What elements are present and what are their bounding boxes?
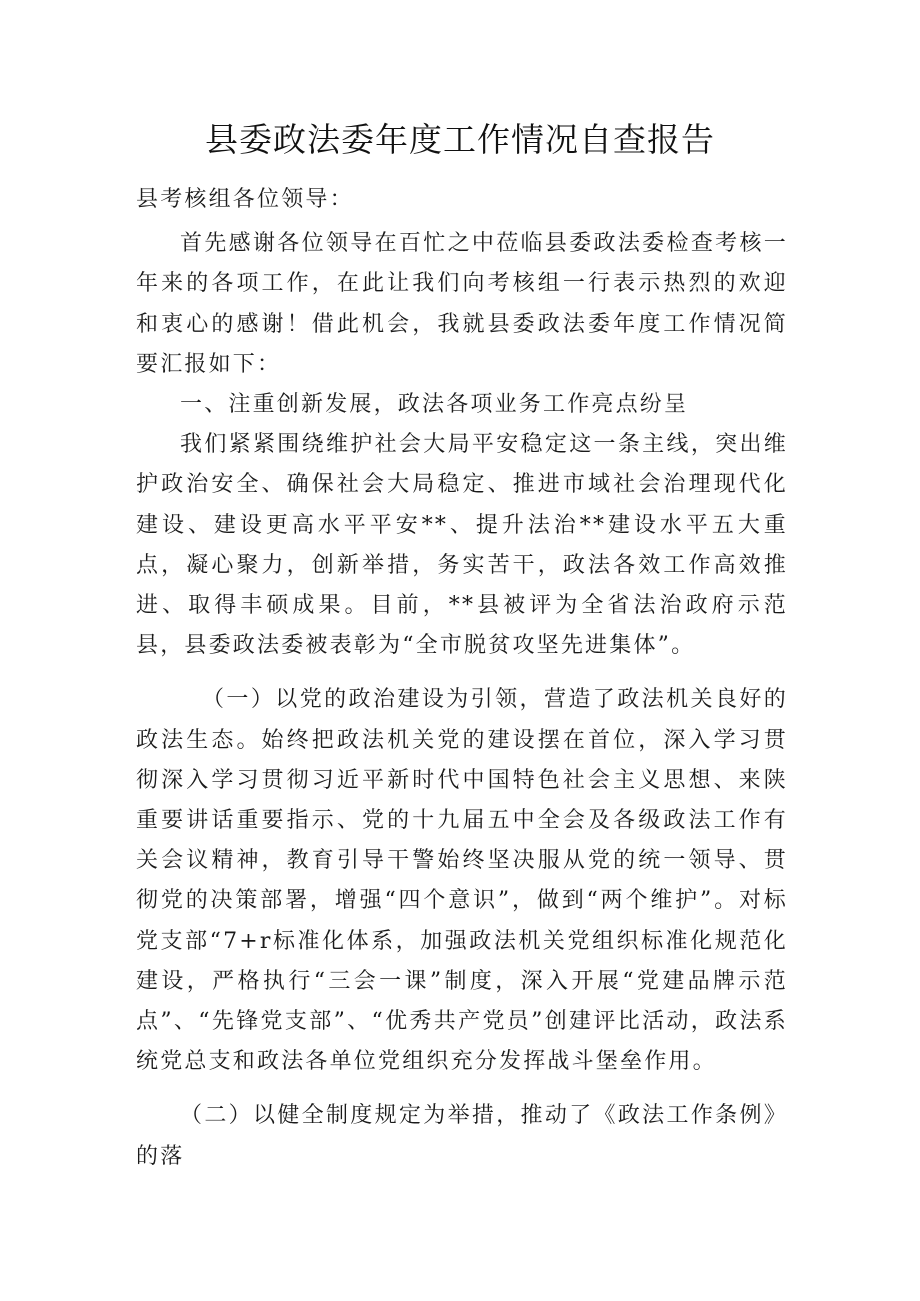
section-heading-1: 一、注重创新发展，政法各项业务工作亮点纷呈 bbox=[180, 392, 689, 418]
paragraph-sub-1: （一）以党的政治建设为引领，营造了政法机关良好的政法生态。始终把政法机关党的建设摆在首位，深入学习贯彻深入学习贯彻习近平新时代中国特色社会主义思想、来陕重要讲话重要指示、党的十九届五中全会及各级政法工作有关会议精神，教育引导干警始终坚决服从党的统一领导、贯彻党的决策部署，增强“四个意识”，做到“两个维护”。对标党支部“7+r标准化体系，加强政法机关党组织标准化规范化建设，严格执行“三会一课”制度，深入开展“党建品牌示范点”、“先锋党支部”、“优秀共产党员”创建评比活动，政法系统党总支和政法各单位党组织充分发挥战斗堡垒作用。 bbox=[136, 687, 788, 1075]
paragraph-intro: 首先感谢各位领导在百忙之中莅临县委政法委检查考核一年来的各项工作，在此让我们向考核组一行表示热烈的欢迎和衷心的感谢！借此机会，我就县委政法委年度工作情况简要汇报如下： bbox=[136, 231, 788, 377]
document-body bbox=[136, 180, 788, 1177]
document-title: 县委政法委年度工作情况自查报告 bbox=[205, 120, 715, 159]
paragraph-sub-2: （二）以健全制度规定为举措，推动了《政法工作条例》的落 bbox=[136, 1103, 788, 1169]
paragraph-section-1: 我们紧紧围绕维护社会大局平安稳定这一条主线，突出维护政治安全、确保社会大局稳定、推进市域社会治理现代化建设、建设更高水平平安**、提升法治**建设水平五大重点，凝心聚力，创新举措，务实苦干，政法各效工作高效推进、取得丰硕成果。目前，**县被评为全省法治政府示范县，县委政法委被表彰为“全市脱贫攻坚先进集体”。 bbox=[136, 432, 788, 659]
salutation: 县考核组各位领导： bbox=[136, 187, 354, 212]
